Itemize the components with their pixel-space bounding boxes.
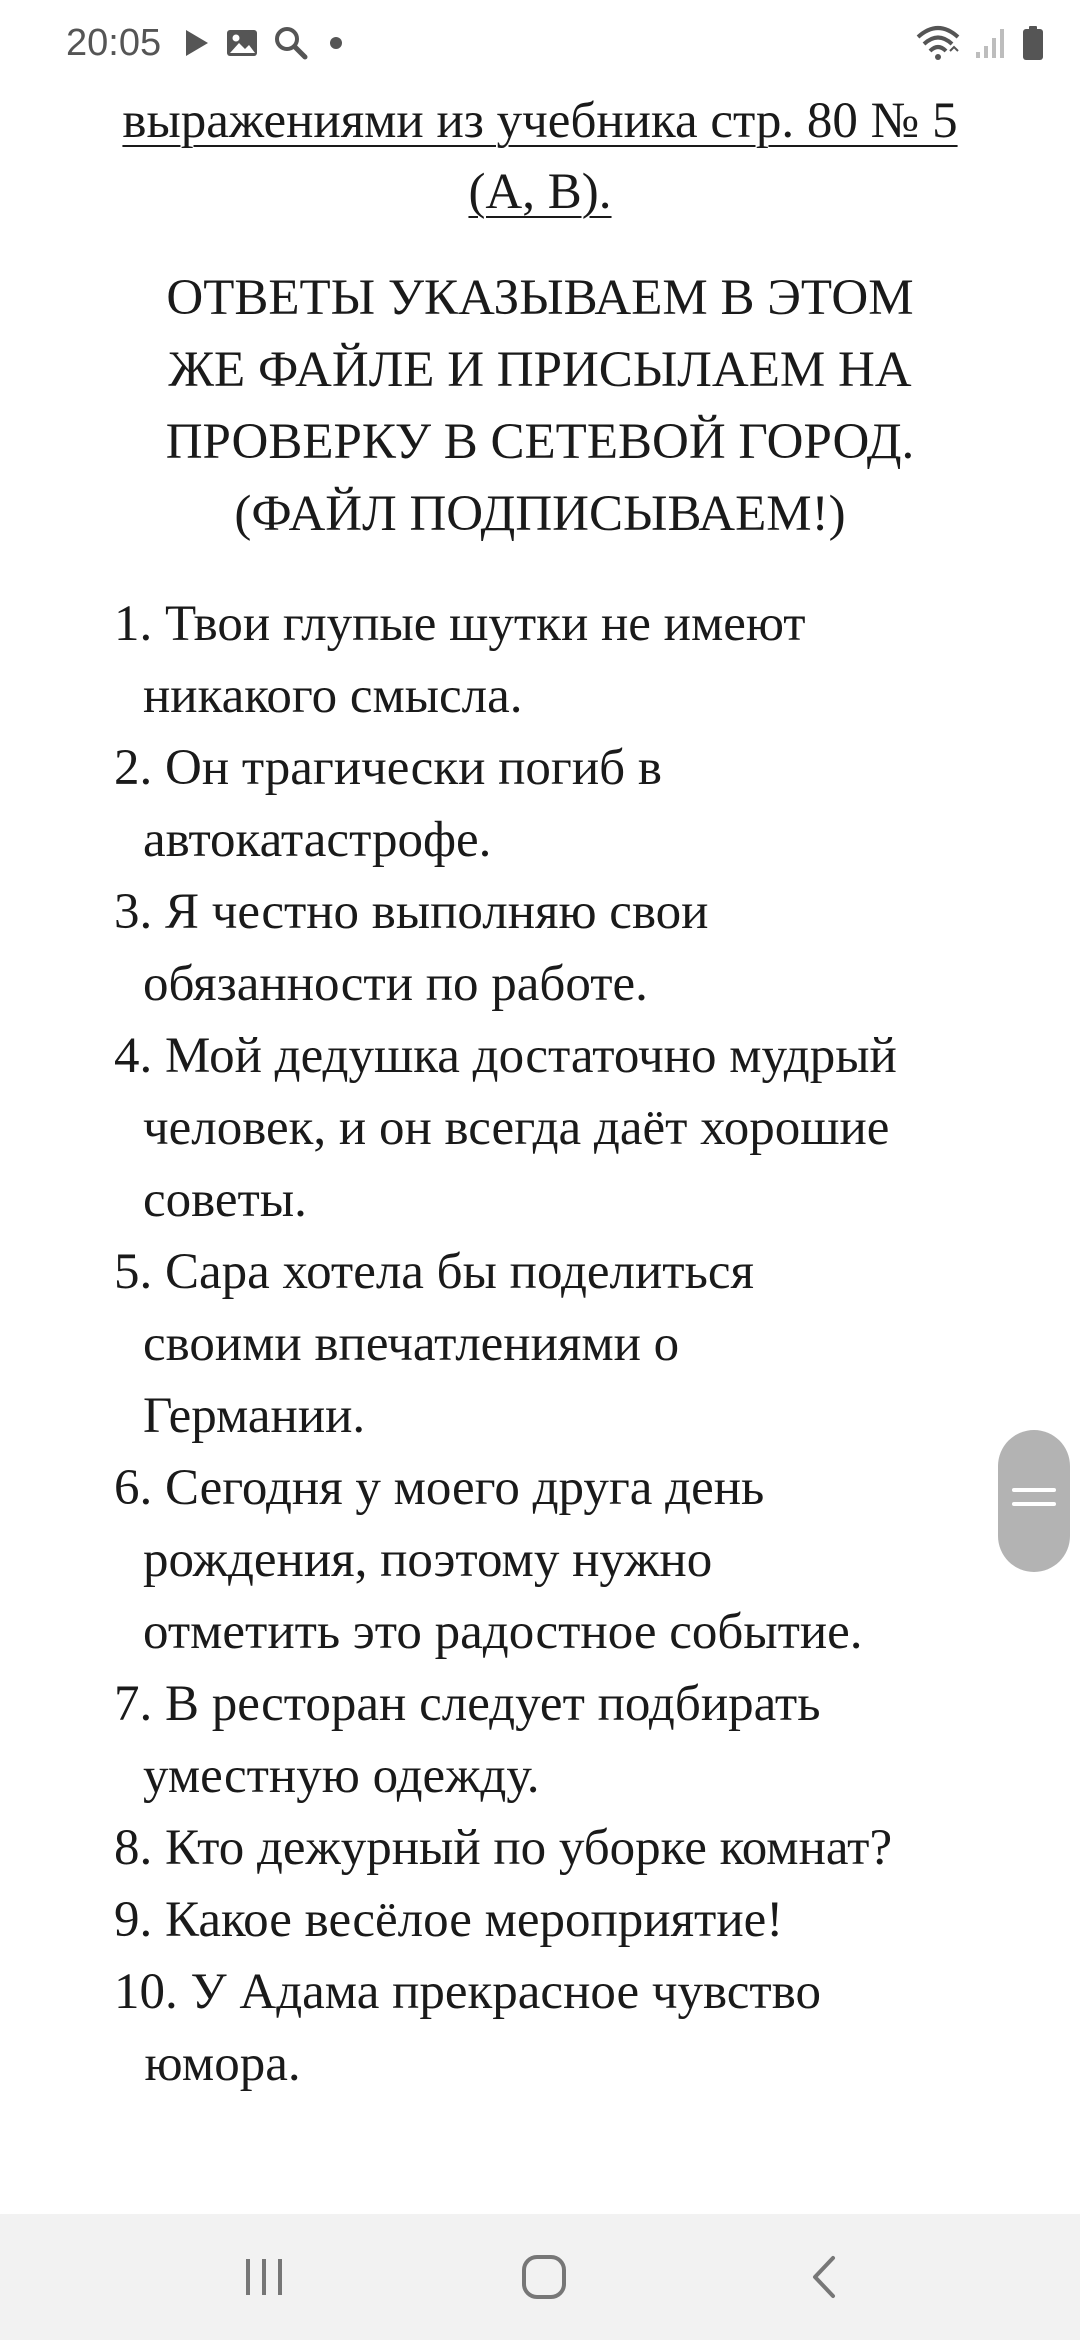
status-bar [0, 0, 1080, 86]
list-item [114, 1452, 1014, 1668]
item-line: В ресторан следует подбирать [165, 1676, 821, 1732]
instruction-line: (ФАЙЛ ПОДПИСЫВАЕМ!) [234, 486, 846, 542]
item-line: Сегодня у моего друга день [165, 1460, 765, 1516]
item-line: Твои глупые шутки не имеют [165, 596, 806, 652]
item-line: юмора. [144, 2036, 301, 2092]
item-line: отметить это радостное событие. [143, 1604, 863, 1660]
item-number: 9. [114, 1892, 165, 1948]
item-text [143, 732, 1014, 876]
item-text [143, 588, 1014, 732]
instruction-line: ЖЕ ФАЙЛЕ И ПРИСЫЛАЕМ НА [168, 342, 912, 398]
instruction-line: ПРОВЕРКУ В СЕТЕВОЙ ГОРОД. [165, 414, 915, 470]
item-line: У Адама прекрасное чувство [190, 1964, 821, 2020]
item-line: советы. [143, 1172, 307, 1228]
item-text [165, 1812, 1014, 1884]
list-item [114, 1668, 1014, 1812]
handle-grip-line [1012, 1502, 1056, 1506]
list-item [114, 1020, 1014, 1236]
item-line: своими впечатлениями о [143, 1316, 680, 1372]
item-line: обязанности по работе. [143, 956, 648, 1012]
document-instruction [0, 262, 1080, 550]
search-icon [274, 26, 308, 60]
list-item [114, 1884, 1014, 1956]
list-item [114, 732, 1014, 876]
item-number: 4. [114, 1028, 165, 1084]
item-line: человек, и он всегда даёт хорошие [143, 1100, 890, 1156]
image-icon [226, 28, 258, 58]
item-line: Я честно выполняю свои [165, 884, 709, 940]
list-item [114, 1956, 1014, 2100]
item-number: 10. [114, 1964, 191, 2020]
list-item [114, 588, 1014, 732]
handle-grip-line [1012, 1488, 1056, 1492]
item-line: никакого смысла. [143, 668, 523, 724]
item-text [165, 1884, 1014, 1956]
item-number: 3. [114, 884, 165, 940]
item-text [143, 1020, 1014, 1236]
recent-apps-icon [242, 2257, 286, 2297]
back-icon [809, 2254, 839, 2300]
dot-icon [324, 28, 348, 58]
answer-list [114, 588, 1014, 2100]
recent-apps-button[interactable] [214, 2234, 314, 2320]
navigation-bar [0, 2214, 1080, 2340]
list-item [114, 1812, 1014, 1884]
document-page [0, 86, 1080, 2092]
item-text [143, 1236, 1014, 1452]
status-system-icons [902, 22, 1044, 64]
fast-scroll-handle[interactable] [998, 1430, 1070, 1572]
status-notification-icons [184, 24, 364, 62]
item-number: 5. [114, 1244, 165, 1300]
item-text [143, 1668, 1014, 1812]
item-number: 2. [114, 740, 165, 796]
status-time: 20:05 [66, 22, 162, 64]
item-number: 8. [114, 1820, 165, 1876]
item-line: Германии. [143, 1388, 366, 1444]
item-text [143, 1452, 1014, 1668]
item-line: рождения, поэтому нужно [143, 1532, 713, 1588]
signal-icon [974, 26, 1008, 60]
item-line: Сара хотела бы поделиться [165, 1244, 754, 1300]
header-line: (А, В). [468, 164, 612, 220]
play-icon [184, 28, 210, 58]
instruction-line: ОТВЕТЫ УКАЗЫВАЕМ В ЭТОМ [166, 270, 914, 326]
list-item [114, 1236, 1014, 1452]
item-number: 1. [114, 596, 165, 652]
header-line: выражениями из учебника стр. 80 № 5 [122, 93, 958, 149]
item-line: автокатастрофе. [143, 812, 492, 868]
home-button[interactable] [494, 2234, 594, 2320]
item-number: 6. [114, 1460, 165, 1516]
item-line: Кто дежурный по уборке комнат? [165, 1820, 893, 1876]
home-icon [521, 2254, 567, 2300]
back-button[interactable] [774, 2234, 874, 2320]
list-item [114, 876, 1014, 1020]
item-line: Он трагически погиб в [165, 740, 662, 796]
wifi-icon [916, 25, 960, 61]
item-text [143, 876, 1014, 1020]
document-header [0, 86, 1080, 228]
item-line: Какое весёлое мероприятие! [165, 1892, 784, 1948]
item-number: 7. [114, 1676, 165, 1732]
item-line: уместную одежду. [143, 1748, 540, 1804]
battery-icon [1022, 25, 1044, 61]
item-line: Мой дедушка достаточно мудрый [165, 1028, 897, 1084]
